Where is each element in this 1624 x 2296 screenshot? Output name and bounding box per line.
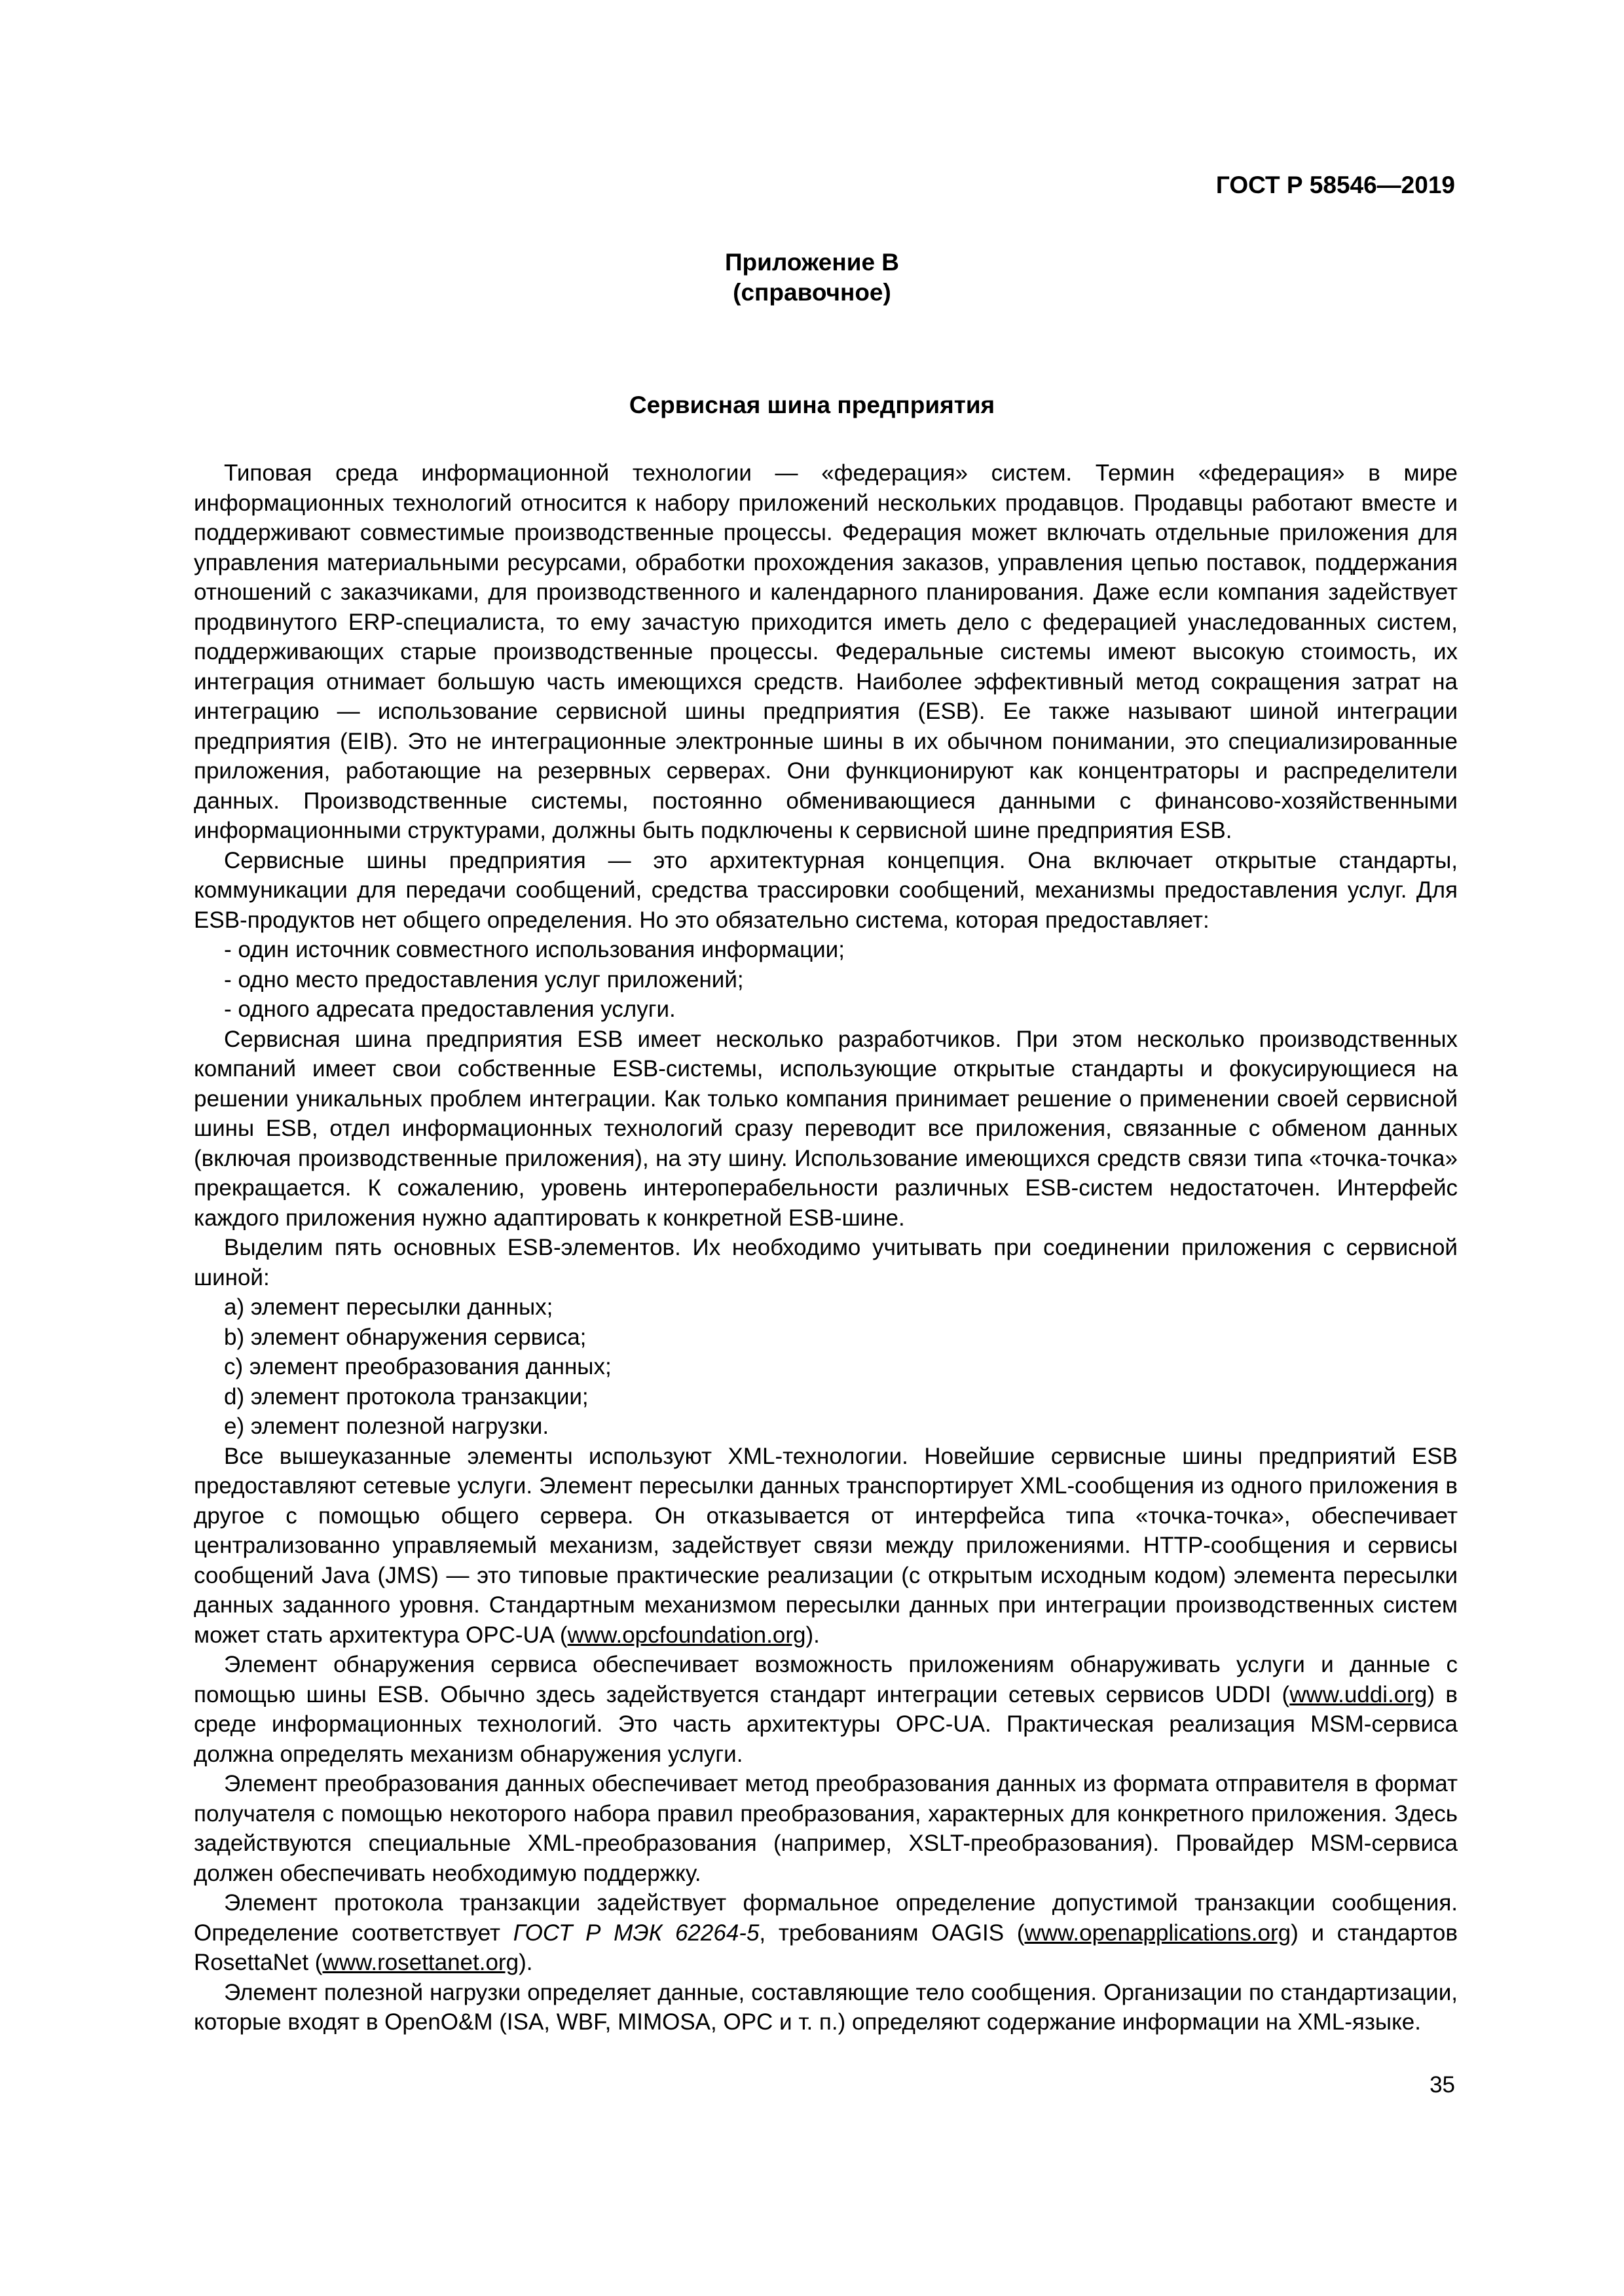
paragraph: Элемент преобразования данных обеспечивает метод преобразования данных из формата отправителя в формат получателя с помощью некоторого набора правил преобразования, характерных для конкретного приложения. Здесь задействуются специальные XML-преобразования (например, XSLT-преобразования). Провайдер MSM-сервиса должен обеспечивать необходимую поддержку. (194, 1771, 1458, 1886)
list-item: - один источник совместного использования информации; (224, 937, 845, 962)
annex-label: Приложение В (724, 249, 900, 276)
paragraph (194, 1650, 1458, 1769)
paragraph: Типовая среда информационной технологии — «федерация» систем. Термин «федерация» в мире информационных технологий относится к набору приложений нескольких продавцов. Продавцы работают вместе и поддерживают совместимые производственные процессы. Федерация может включать отдельные приложения для управления материальными ресурсами, обработки прохождения заказов, управления цепью поставок, поддержания отношений с заказчиками, для производственного и календарного планирования. Даже если компания задействует продвинутого ERP-специалиста, то ему зачастую приходится иметь дело с федерацией унаследованных систем, поддерживающих старые производственные процессы. Федеральные системы имеют высокую стоимость, их интеграция отнимает большую часть имеющихся средств. Наиболее эффективный метод сокращения затрат на интеграцию — использование сервисной шины предприятия (ESB). Ее также называют шиной интеграции предприятия (EIB). Это не интеграционные электронные шины в их обычном понимании, это специализированные приложения, работающие на резервных серверах. Они функционируют как концентраторы и распределители данных. Производственные системы, постоянно обменивающиеся данными с финансово-хозяйственными информационными структурами, должны быть подключены к сервисной шине предприятия ESB. (194, 460, 1458, 843)
link-uddi[interactable]: www.uddi.org (1289, 1681, 1428, 1707)
list-item: d) элемент протокола транзакции; (224, 1383, 589, 1410)
link-rosettanet[interactable]: www.rosettanet.org (322, 1950, 519, 1975)
standard-reference: ГОСТ Р МЭК 62264-5 (513, 1920, 760, 1946)
lettered-list (194, 1292, 1458, 1442)
paragraph (194, 1442, 1458, 1650)
list-item: c) элемент преобразования данных; (224, 1354, 612, 1379)
paragraph-text: ) в среде информационных технологий. Это часть архитектуры OPC-UA. Практическая реализация MSM-сервиса должна определять механизм обнаружения услуги. (194, 1681, 1458, 1767)
paragraph-text: ) и стандартов RosettaNet ( (194, 1920, 1458, 1975)
body-text (194, 458, 1458, 2037)
paragraph: Элемент полезной нагрузки определяет данные, составляющие тело сообщения. Организации по стандартизации, которые входят в OpenO&M (ISA, WBF, MIMOSA, OPC и т. п.) определяют содержание информации на XML-языке. (194, 1979, 1458, 2035)
annex-kind: (справочное) (733, 279, 891, 306)
page-number: 35 (1430, 2072, 1455, 2098)
list-item: b) элемент обнаружения сервиса; (224, 1324, 587, 1350)
paragraph-text: ). (519, 1950, 533, 1975)
link-openapplications[interactable]: www.openapplications.org (1024, 1920, 1291, 1946)
dash-list (194, 935, 1458, 1025)
section-title: Сервисная шина предприятия (629, 392, 995, 418)
list-item: e) элемент полезной нагрузки. (224, 1413, 549, 1439)
list-item: - одного адресата предоставления услуги. (224, 996, 676, 1022)
paragraph-text: , требованиям OAGIS ( (759, 1920, 1025, 1946)
paragraph: Выделим пять основных ESB-элементов. Их необходимо учитывать при соединении приложения с сервисной шиной: (194, 1235, 1458, 1290)
paragraph (194, 1888, 1458, 1978)
list-item: - одно место предоставления услуг приложений; (224, 966, 744, 993)
annex-heading (0, 247, 1624, 308)
document-id: ГОСТ Р 58546—2019 (1215, 172, 1455, 198)
paragraph: Сервисные шины предприятия — это архитектурная концепция. Она включает открытые стандарты, коммуникации для передачи сообщений, средства трассировки сообщений, механизмы предоставления услуг. Для ESB-продуктов нет общего определения. Но это обязательно система, которая предоставляет: (194, 847, 1458, 933)
paragraph-text: Элемент обнаружения сервиса обеспечивает возможность приложениям обнаруживать услуги и данные с помощью шины ESB. Обычно здесь задействуется стандарт интеграции сетевых сервисов UDDI ( (194, 1652, 1458, 1707)
paragraph-text: Все вышеуказанные элементы используют XML-технологии. Новейшие сервисные шины предприятий ESB предоставляют сетевые услуги. Элемент пересылки данных транспортирует XML-сообщения из одного приложения в другое с помощью общего сервера. Он отказывается от интерфейса типа «точка-точка», обеспечивает централизованно управляемый механизм, задействует связи между приложениями. HTTP-сообщения и сервисы сообщений Java (JMS) — это типовые практические реализации (с открытым исходным кодом) элемента пересылки данных заданного уровня. Стандартным механизмом пересылки данных при интеграции производственных систем может стать архитектура OPC-UA ( (194, 1443, 1458, 1648)
link-opcfoundation[interactable]: www.opcfoundation.org (567, 1622, 806, 1648)
list-item: a) элемент пересылки данных; (224, 1294, 553, 1320)
paragraph-text: ). (805, 1622, 820, 1648)
paragraph: Сервисная шина предприятия ESB имеет несколько разработчиков. При этом несколько производственных компаний имеет свои собственные ESB-системы, использующие открытые стандарты и фокусирующиеся на решении уникальных проблем интеграции. Как только компания принимает решение о применении своей сервисной шины ESB, отдел информационных технологий сразу переводит все приложения, связанные с обменом данных (включая производственные приложения), на эту шину. Использование имеющихся средств связи типа «точка-точка» прекращается. К сожалению, уровень интероперабельности различных ESB-систем недостаточен. Интерфейс каждого приложения нужно адаптировать к конкретной ESB-шине. (194, 1026, 1458, 1231)
paragraph-text: Элемент протокола транзакции задействует формальное определение допустимой транзакции сообщения. Определение соответствует (194, 1890, 1458, 1946)
